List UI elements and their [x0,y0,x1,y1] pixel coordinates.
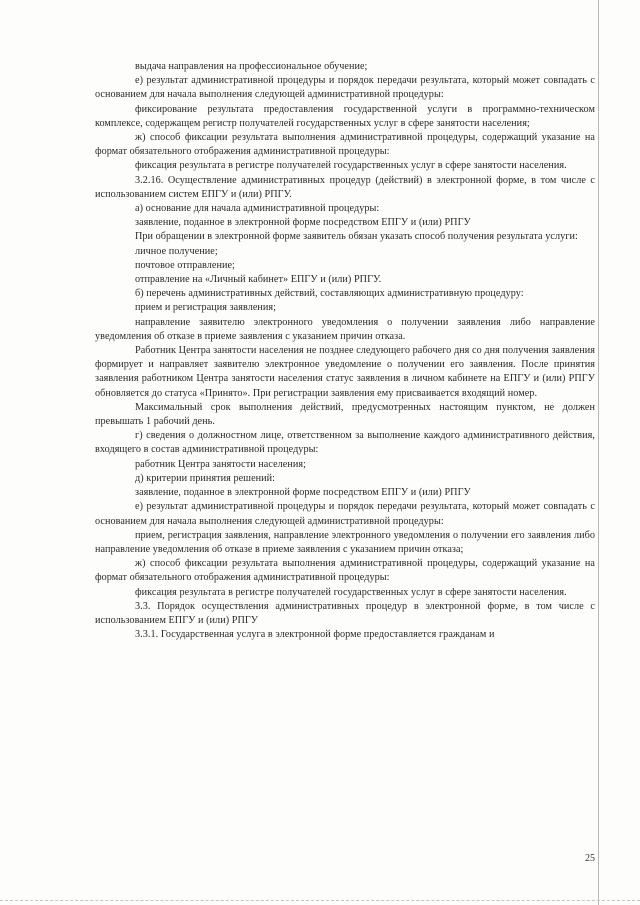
scan-edge-line [598,0,599,905]
paragraph: отправление на «Личный кабинет» ЕПГУ и (или) РПГУ. [135,274,382,286]
paragraph: почтовое отправление; [135,259,235,271]
paragraph: е) результат административной процедуры и порядок передачи результата, который может совпадать с основанием для начала выполнения следующей административной процедуры: [95,501,595,527]
paragraph: ж) способ фиксации результата выполнения административной процедуры, содержащий указание на формат обязательного отображения административной процедуры: [95,558,595,584]
paragraph: ж) способ фиксации результата выполнения административной процедуры, содержащий указание на формат обязательного отображения административной процедуры: [95,132,595,158]
paragraph: выдача направления на профессиональное обучение; [135,61,368,72]
paragraph: Максимальный срок выполнения действий, предусмотренных настоящим пунктом, не должен превышать 1 рабочий день. [95,401,595,428]
paragraph: б) перечень административных действий, составляющих административную процедуру: [135,288,524,300]
paragraph: личное получение; [135,245,218,257]
paragraph: а) основание для начала административной процедуры: [135,203,380,215]
paragraph: заявление, поданное в электронной форме посредством ЕПГУ и (или) РПГУ [135,487,471,499]
page-number: 25 [585,853,595,864]
paragraph: работник Центра занятости населения; [135,458,306,470]
body-text [95,60,595,642]
paragraph: При обращении в электронной форме заявитель обязан указать способ получения результата услуги: [135,231,578,243]
paragraph: фиксирование результата предоставления государственной услуги в программно-техническом комплексе, содержащем регистр получателей государственных услуг в сфере занятости населения; [95,103,595,129]
paragraph: 3.2.16. Осуществление административных процедур (действий) в электронной форме, в том числе с использованием систем ЕПГУ и (или) РПГУ. [95,174,595,200]
paragraph: д) критерии принятия решений: [135,472,276,484]
page-bottom-border [0,900,640,902]
paragraph: прием, регистрация заявления, направление электронного уведомления о получении его заявления либо направление уведомления об отказе в приеме заявления с указанием причин отказа; [95,529,595,555]
paragraph: 3.3.1. Государственная услуга в электронной форме предоставляется гражданам и [135,629,495,641]
paragraph: е) результат административной процедуры и порядок передачи результата, который может совпадать с основанием для начала выполнения следующей административной процедуры: [95,75,595,101]
paragraph: 3.3. Порядок осуществления административных процедур в электронной форме, в том числе с использованием ЕПГУ и (или) РПГУ [95,600,595,626]
paragraph: г) сведения о должностном лице, ответственном за выполнение каждого административного действия, входящего в состав административной процедуры: [95,430,595,456]
paragraph: Работник Центра занятости населения не позднее следующего рабочего дня со дня получения заявления формирует и направляет заявителю электронное уведомление о получении его заявления. После принятия заявления работником Центра занятости населения статус заявления в личном кабинете на ЕПГУ и (или) РПГУ обновляется до статуса «Принято». При регистрации заявления ему присваивается входящий номер. [95,345,595,399]
paragraph: направление заявителю электронного уведомления о получении заявления либо направление уведомления об отказе в приеме заявления с указанием причин отказа. [95,316,595,342]
paragraph: заявление, поданное в электронной форме посредством ЕПГУ и (или) РПГУ [135,217,471,229]
paragraph: прием и регистрация заявления; [135,302,277,314]
paragraph: фиксация результата в регистре получателей государственных услуг в сфере занятости населения. [135,160,567,172]
paragraph: фиксация результата в регистре получателей государственных услуг в сфере занятости населения. [135,586,567,598]
